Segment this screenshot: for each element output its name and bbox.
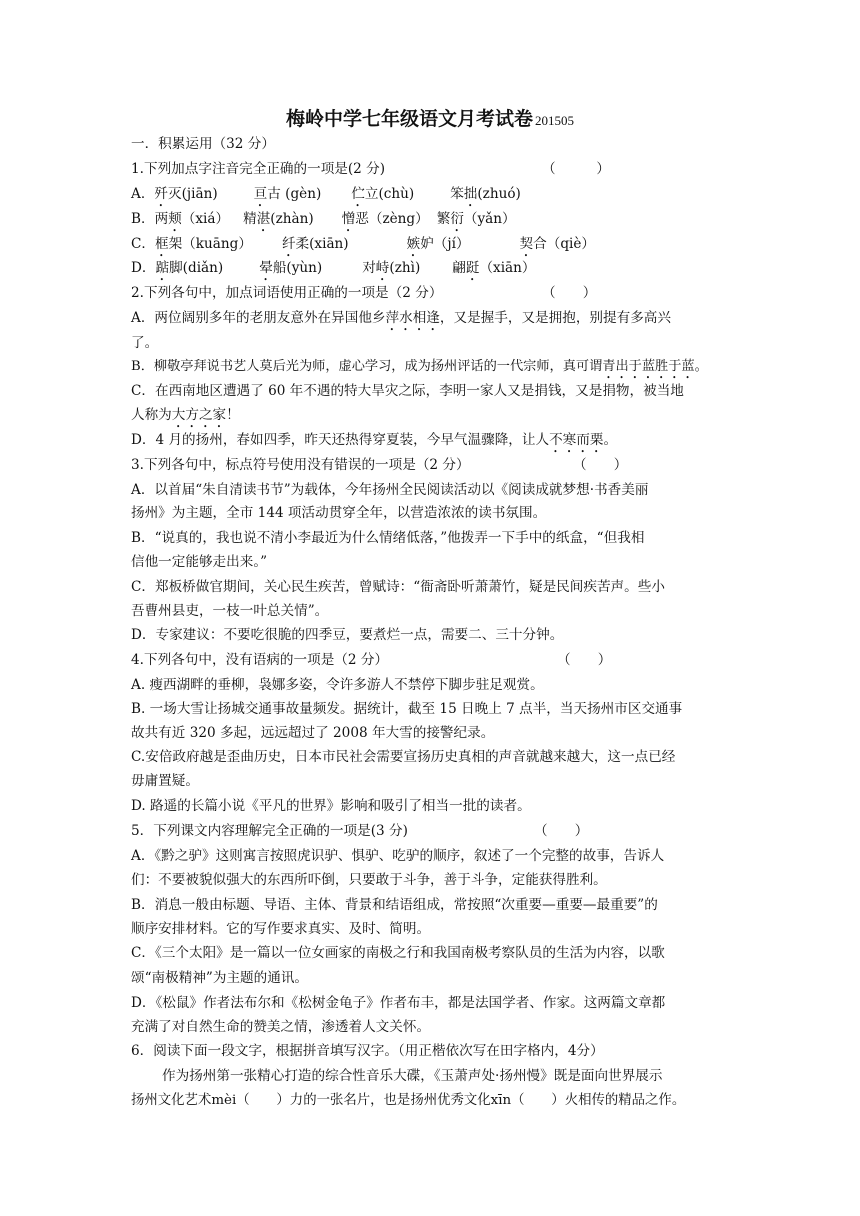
q4-option-b: B. 一场大雪让扬城交通事故量频发。据统计，截至 15 日晚上 7 点半，当天扬州市区交通事 — [131, 701, 683, 717]
q1-option-b: B．两颊（xiá） 精湛(zhàn) 憎恶（zèng） 繁衍（yǎn） — [131, 211, 516, 227]
q1-option-a: A．歼灭(jiān) 亘古 (gèn) 伫立(chù) 笨拙(zhuó) — [131, 186, 521, 202]
q2-answer-paren: （ ） — [542, 285, 597, 301]
q5-option-a-cont: 们：不要被貌似强大的东西所吓倒，只要敢于斗争，善于斗争，定能获得胜利。 — [131, 872, 607, 888]
q5-answer-paren: （ ） — [534, 823, 589, 839]
q6-passage-line1: 作为扬州第一张精心打造的综合性音乐大碟，《玉萧声处·扬州慢》既是面向世界展示 — [162, 1068, 663, 1084]
q5-option-c: C．《三个太阳》是一篇以一位女画家的南极之行和我国南极考察队员的生活为内容，以歌 — [131, 945, 665, 961]
q3-option-d: D．专家建议：不要吃很脆的四季豆，要煮烂一点，需要二、三十分钟。 — [131, 627, 564, 643]
q6-stem: 6．阅读下面一段文字，根据拼音填写汉字。（用正楷依次写在田字格内，4分） — [131, 1043, 604, 1059]
q5-option-d: D．《松鼠》作者法布尔和《松树金龟子》作者布丰，都是法国学者、作家。这两篇文章都 — [131, 995, 666, 1011]
q4-option-d: D. 路遥的长篇小说《平凡的世界》影响和吸引了相当一批的读者。 — [131, 798, 531, 814]
q4-option-b-cont: 故共有近 320 多起，远远超过了 2008 年大雪的接警纪录。 — [131, 725, 495, 741]
q5-option-c-cont: 颂“南极精神”为主题的通讯。 — [131, 970, 309, 986]
q2-stem: 2.下列各句中，加点词语使用正确的一项是（2 分） — [131, 285, 443, 301]
q3-option-c: C．郑板桥做官期间，关心民生疾苦，曾赋诗：“衙斋卧听萧萧竹，疑是民间疾苦声。些小 — [131, 579, 665, 595]
title-text: 梅岭中学七年级语文月考试卷 — [285, 108, 533, 130]
q3-option-b-cont: 信他一定能够走出来。” — [131, 554, 268, 570]
q2-option-b: B．柳敬亭拜说书艺人莫后光为师，虚心学习，成为扬州评话的一代宗师，真可谓青出于蓝胜于蓝。 — [131, 359, 708, 374]
q3-option-a-cont: 扬州》为主题，全市 144 项活动贯穿全年，以营造浓浓的读书氛围。 — [131, 505, 547, 521]
q2-option-c: C．在西南地区遭遇了 60 年不遇的特大旱灾之际，李明一家人又是捐钱，又是捐物，被当地 — [131, 383, 684, 399]
q2-option-a: A．两位阔别多年的老朋友意外在异国他乡萍水相逢，又是握手，又是拥抱，别提有多高兴 — [131, 310, 671, 326]
q2-option-a-cont: 了。 — [131, 335, 159, 351]
q4-stem: 4.下列各句中，没有语病的一项是（2 分） — [131, 652, 389, 668]
q5-stem: 5．下列课文内容理解完全正确的一项是(3 分) — [131, 823, 408, 839]
q1-stem: 1.下列加点字注音完全正确的一项是(2 分) — [131, 161, 386, 177]
q3-answer-paren: （ ） — [573, 457, 628, 473]
q2-option-d: D．4 月的扬州，春如四季，昨天还热得穿夏装，今早气温骤降，让人不寒而栗。 — [131, 432, 618, 448]
q5-option-b: B．消息一般由标题、导语、主体、背景和结语组成，常按照“次重要—重要—最重要”的 — [131, 897, 658, 913]
q2-option-c-cont: 人称为大方之家！ — [131, 407, 240, 423]
q4-answer-paren: （ ） — [557, 652, 612, 668]
q4-option-c: C.安倍政府越是歪曲历史，日本市民社会需要宣扬历史真相的声音就越来越大，这一点已经 — [131, 749, 676, 765]
exam-title — [0, 104, 860, 131]
q1-answer-paren: （ ） — [542, 161, 610, 177]
q3-option-c-cont: 吾曹州县吏，一枝一叶总关情”。 — [131, 603, 329, 619]
q5-option-d-cont: 充满了对自然生命的赞美之情，渗透着人文关怀。 — [131, 1019, 431, 1035]
q1-option-c: C．框架（kuāng） 纤柔(xiān) 嫉妒（jí） 契合（qiè） — [131, 236, 596, 252]
q4-option-a: A. 瘦西湖畔的垂柳，袅娜多姿，令许多游人不禁停下脚步驻足观赏。 — [131, 677, 544, 693]
q3-option-a: A．以首届“朱自清读书节”为载体，今年扬州全民阅读活动以《阅读成就梦想·书香美丽 — [131, 482, 649, 498]
q4-option-c-cont: 毋庸置疑。 — [131, 773, 199, 789]
section-heading: 一．积累运用（32 分） — [131, 136, 275, 152]
q5-option-a: A．《黔之驴》这则寓言按照虎识驴、惧驴、吃驴的顺序，叙述了一个完整的故事，告诉人 — [131, 848, 665, 864]
title-year: 201505 — [535, 113, 574, 128]
q5-option-b-cont: 顺序安排材料。它的写作要求真实、及时、简明。 — [131, 921, 431, 937]
q3-option-b: B．“说真的，我也说不清小李最近为什么情绪低落，”他拨弄一下手中的纸盒，“但我相 — [131, 530, 645, 546]
q3-stem: 3.下列各句中，标点符号使用没有错误的一项是（2 分） — [131, 457, 470, 473]
q1-option-d: D．踮脚(diǎn) 晕船(yùn) 对峙(zhì) 翩跹（xiān） — [131, 260, 536, 276]
q6-passage-line2: 扬州文化艺术mèi（ ）力的一张名片，也是扬州优秀文化xīn（ ）火相传的精品之作。 — [131, 1093, 686, 1108]
